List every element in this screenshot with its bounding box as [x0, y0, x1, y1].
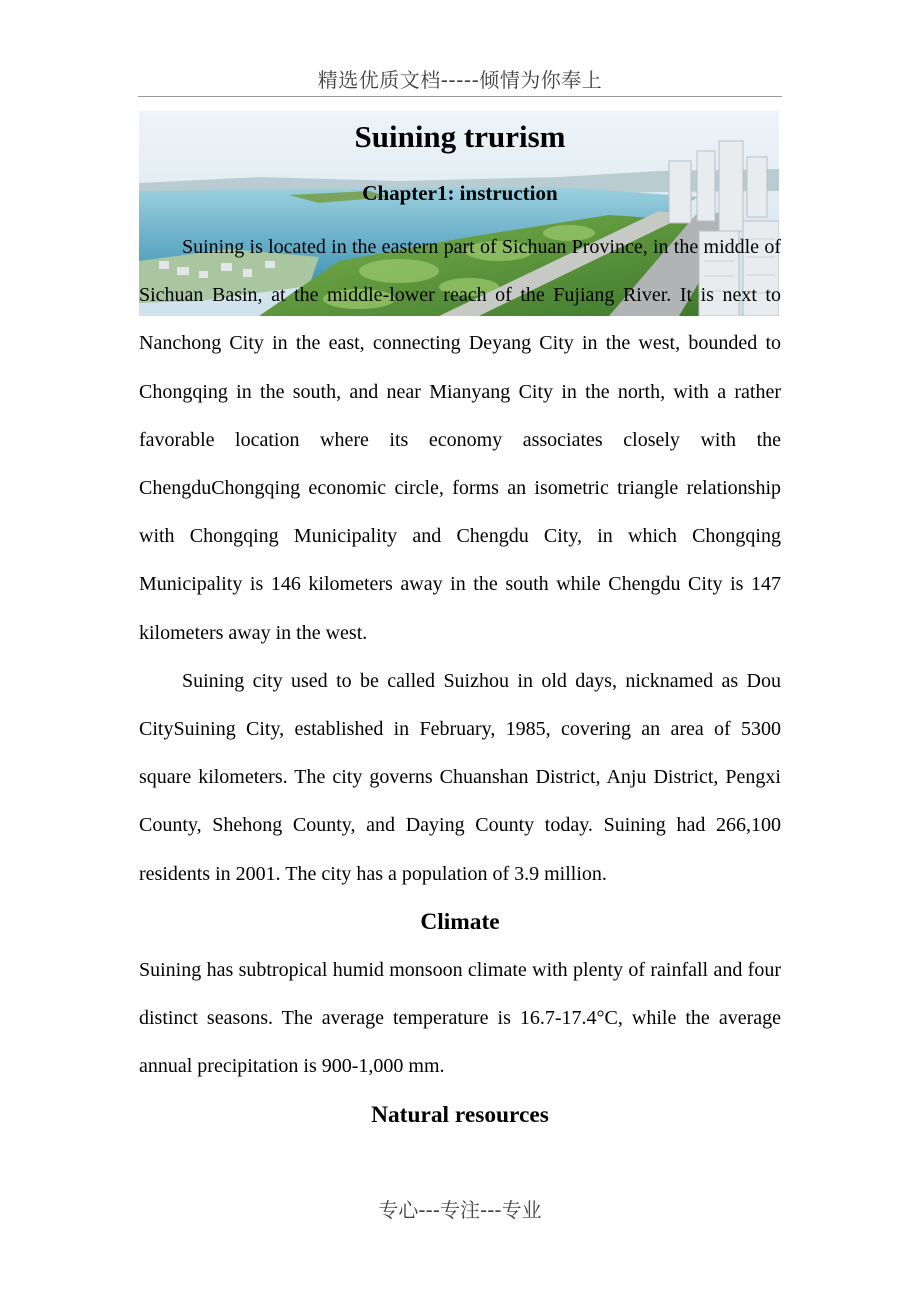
- climate-heading: Climate: [420, 908, 500, 935]
- climate-paragraph: Suining has subtropical humid monsoon climate with plenty of rainfall and four distinct seasons. The average temperature is 16.7-17.4°C, while the average annual precipitation is 900-1,000 mm.: [139, 959, 781, 1078]
- natural-resources-heading: Natural resources: [371, 1101, 549, 1128]
- history-paragraph: Suining city used to be called Suizhou in old days, nicknamed as Dou CitySuining City, established in February, 1985, covering an area of 5300 square kilometers. The city governs Chuanshan District, Anju District, Pengxi County, Shehong County, and Daying County today. Suining had 266,100 residents in 2001. The city has a population of 3.9 million.: [139, 669, 781, 885]
- page-header: 精选优质文档-----倾情为你奉上: [317, 68, 603, 92]
- chapter-heading: Chapter1: instruction: [362, 181, 558, 205]
- document-body: [139, 111, 781, 1139]
- document-title: Suining trurism: [354, 119, 566, 154]
- intro-paragraph: Suining is located in the eastern part of Sichuan Province, in the middle of Sichuan Basin, at the middle-lower reach of the Fujiang River. It is next to Nanchong City in the east, connecting Deyang City in the west, bounded to Chongqing in the south, and near Mianyang City in the north, with a rather favorable location where its economy associates closely with the ChengduChongqing economic circle, forms an isometric triangle relationship with Chongqing Municipality and Chengdu City, in which Chongqing Municipality is 146 kilometers away in the south while Chengdu City is 147 kilometers away in the west.: [139, 236, 781, 644]
- header-divider: [138, 96, 782, 97]
- page-footer: 专心---专注---专业: [378, 1198, 542, 1222]
